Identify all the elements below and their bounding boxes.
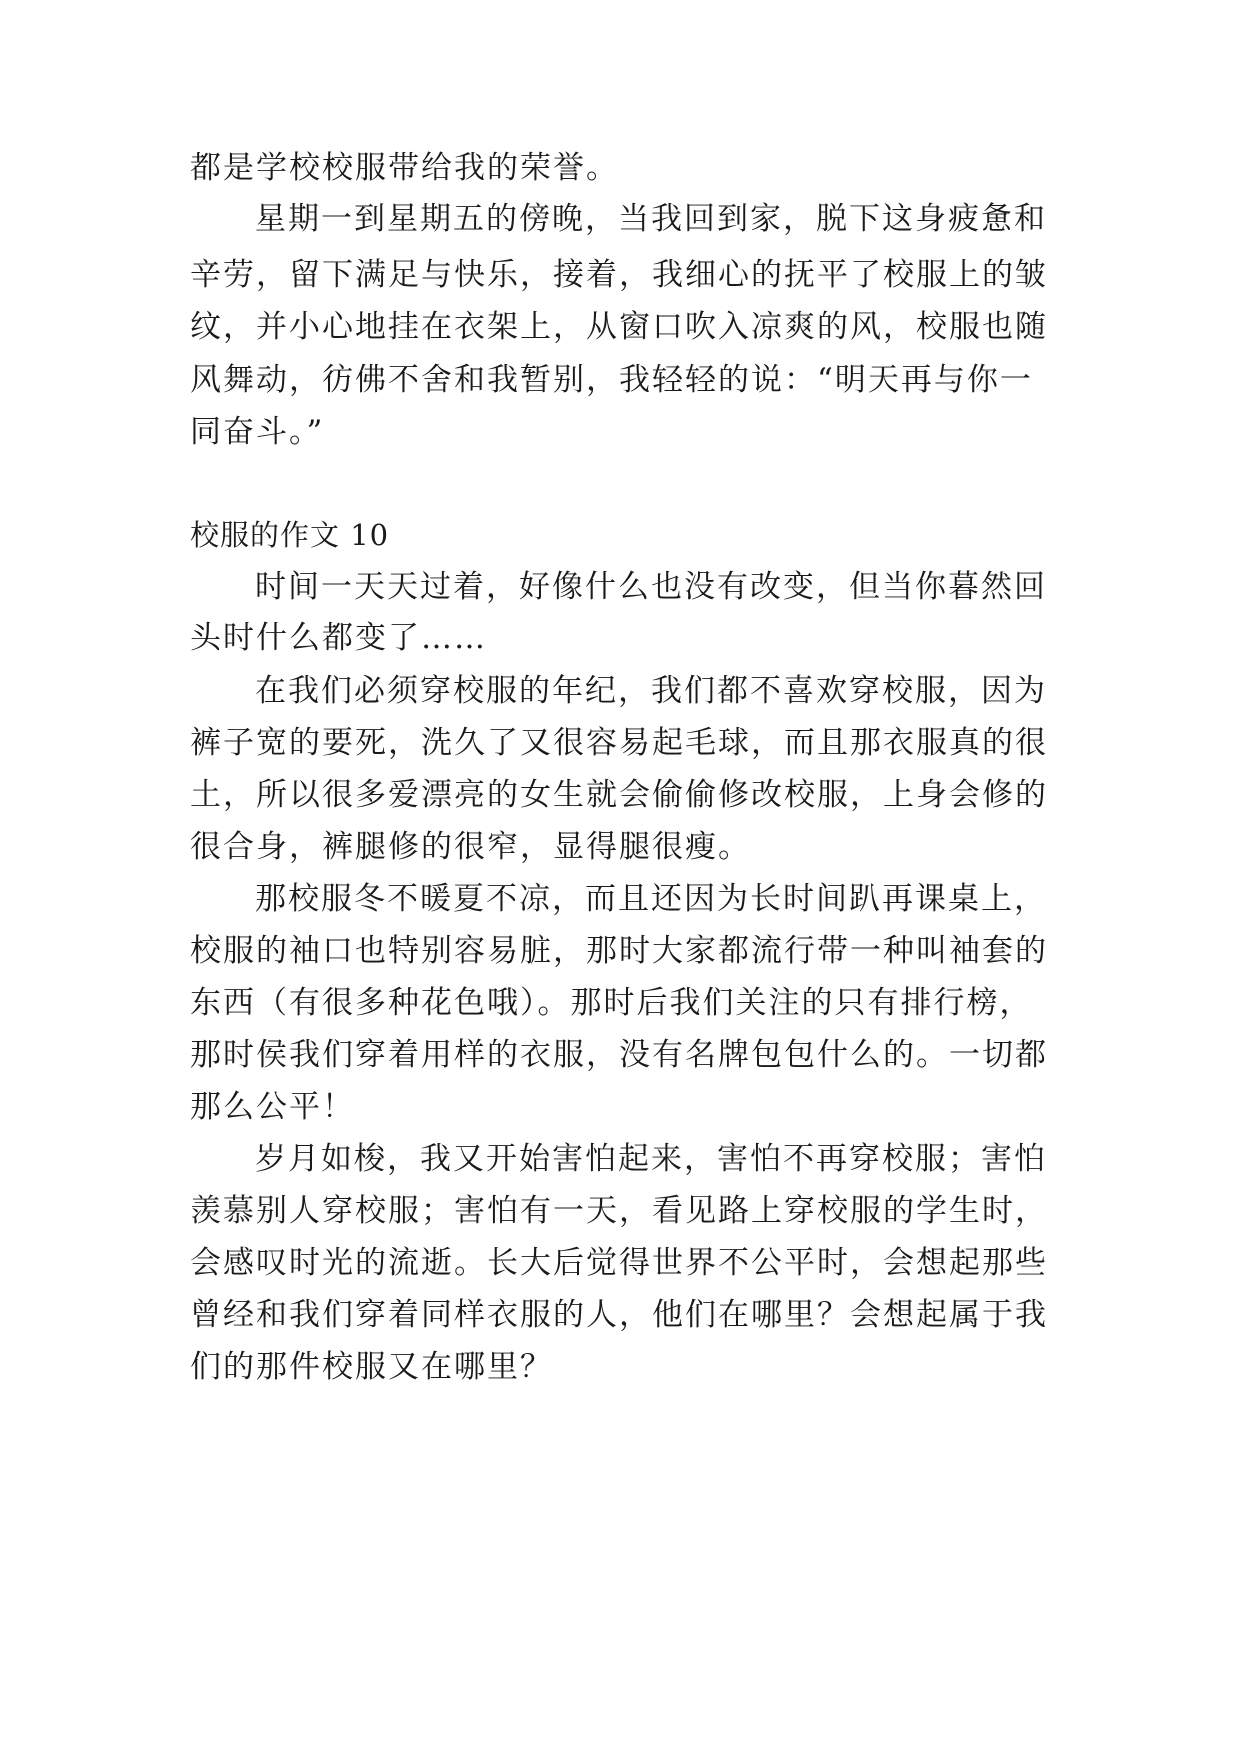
paragraph-first-line: 那校服冬不暖夏不凉，而且还因为长时间趴再课桌上， xyxy=(255,881,1047,917)
paragraph-first-line: 时间一天天过着，好像什么也没有改变，但当你暮然回 xyxy=(255,569,1047,605)
text-line: 会感叹时光的流逝。长大后觉得世界不公平时，会想起那些 xyxy=(190,1245,1048,1281)
text-line: 那时侯我们穿着用样的衣服，没有名牌包包什么的。一切都 xyxy=(190,1037,1048,1073)
text-line: 都是学校校服带给我的荣誉。 xyxy=(190,150,619,186)
text-line: 东西（有很多种花色哦）。那时后我们关注的只有排行榜， xyxy=(190,985,1033,1021)
text-line: 很合身，裤腿修的很窄，显得腿很瘦。 xyxy=(190,829,751,865)
text-line: 风舞动，彷佛不舍和我暂别，我轻轻的说：“明天再与你一 xyxy=(190,362,1033,398)
paragraph-first-line: 星期一到星期五的傍晚，当我回到家，脱下这身疲惫和 xyxy=(255,201,1047,237)
text-line: 那么公平！ xyxy=(190,1089,355,1125)
text-line: 曾经和我们穿着同样衣服的人，他们在哪里？会想起属于我 xyxy=(190,1297,1048,1333)
text-line: 头时什么都变了…… xyxy=(190,620,487,656)
paragraph-first-line: 在我们必须穿校服的年纪，我们都不喜欢穿校服，因为 xyxy=(255,673,1047,709)
paragraph-first-line: 岁月如梭，我又开始害怕起来，害怕不再穿校服；害怕 xyxy=(255,1141,1047,1177)
text-line: 同奋斗。” xyxy=(190,414,325,450)
text-line: 们的那件校服又在哪里？ xyxy=(190,1349,553,1385)
text-line: 纹，并小心地挂在衣架上，从窗口吹入凉爽的风，校服也随 xyxy=(190,309,1048,345)
text-line: 土，所以很多爱漂亮的女生就会偷偷修改校服，上身会修的 xyxy=(190,777,1048,813)
text-line: 裤子宽的要死，洗久了又很容易起毛球，而且那衣服真的很 xyxy=(190,725,1048,761)
text-line: 校服的袖口也特别容易脏，那时大家都流行带一种叫袖套的 xyxy=(190,933,1048,969)
section-heading: 校服的作文 10 xyxy=(190,518,390,552)
text-line: 辛劳，留下满足与快乐，接着，我细心的抚平了校服上的皱 xyxy=(190,257,1048,293)
text-line: 羡慕别人穿校服；害怕有一天，看见路上穿校服的学生时， xyxy=(190,1193,1048,1229)
